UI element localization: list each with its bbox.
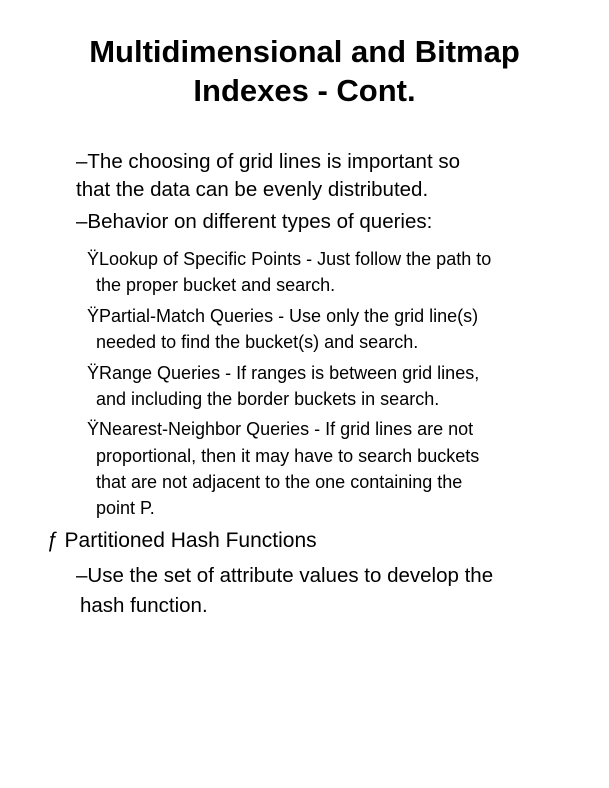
bullet-range-line-2: and including the border buckets in search. [96,389,440,409]
bullet-range-line-1: ŸRange Queries - If ranges is between grid lines, [87,363,480,383]
bullet-lookup-line-2: the proper bucket and search. [96,275,336,295]
slide-title-line-1: Multidimensional and Bitmap [89,34,520,69]
bullet-nearest-line-3: that are not adjacent to the one containing the [96,472,463,492]
bullet-nearest-line-1: ŸNearest-Neighbor Queries - If grid lines are not [87,419,474,439]
bullet-grid-lines-line-1: –The choosing of grid lines is important so [76,150,461,173]
bullet-lookup-line-1: ŸLookup of Specific Points - Just follow the path to [87,249,492,269]
bullet-partitioned-hash: ƒ Partitioned Hash Functions [47,529,317,552]
bullet-query-behavior: –Behavior on different types of queries: [76,210,433,233]
bullet-nearest-line-4: point P. [96,498,155,518]
bullet-hash-function-line-2: hash function. [80,594,208,617]
bullet-partial-match-line-2: needed to find the bucket(s) and search. [96,332,419,352]
slide-title-line-2: Indexes - Cont. [193,73,416,108]
bullet-hash-function-line-1: –Use the set of attribute values to develop the [76,564,494,587]
bullet-grid-lines-line-2: that the data can be evenly distributed. [76,178,429,201]
bullet-nearest-line-2: proportional, then it may have to search buckets [96,446,480,466]
bullet-partial-match-line-1: ŸPartial-Match Queries - Use only the grid line(s) [87,306,479,326]
